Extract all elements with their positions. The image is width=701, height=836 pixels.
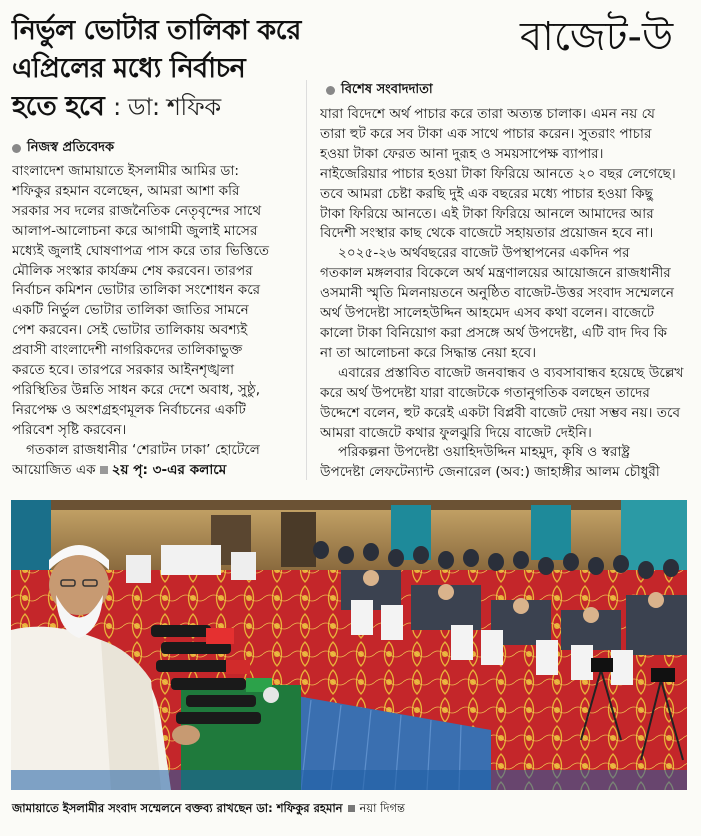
body-line: তবে আমরা চেষ্টা করছি দুই এক বছরের মধ্যে পাচার হওয়া কিছু [320,185,653,202]
right-headline: বাজেট-উ [520,14,674,60]
body-line: ২০২৫-২৬ অর্থবছরের বাজেট উপস্থাপনের একদিন পর [338,245,630,262]
column-divider [306,80,307,480]
headline-last: হতে হবে [12,91,105,122]
body-line: মৌলিক সংস্কার কার্যক্রম শেষ করবেন। তারপর [12,262,253,279]
body-line: প্রবাসী বাংলাদেশী নাগরিকদের তালিকাভুক্ত [12,342,243,359]
square-icon [348,805,355,812]
right-byline [326,80,433,101]
photo-credit: নয়া দিগন্ত [359,801,405,815]
body-line: এবারের প্রস্তাবিত বাজেট জনবান্ধব ও ব্যবসাবান্ধব হয়েছে উল্লেখ [338,364,684,381]
body-line: করতে হবে। তারপরে সরকার আইনশৃঙ্খলা [12,362,235,379]
left-byline-text: নিজস্ব প্রতিবেদক [27,140,115,155]
body-line: ওসমানী স্মৃতি মিলনায়তনে অনুষ্ঠিত বাজেট-উত্তর সংবাদ সম্মেলনে [320,285,675,302]
body-line: নিরপেক্ষ ও অংশগ্রহণমূলক নির্বাচনের একটি [12,401,246,418]
square-icon [100,466,108,474]
body-line: অর্থ উপদেষ্টা সালেহউদ্দিন আহমেদ এসব কথা বলেন। বাজেটে [320,305,655,322]
body-line: নাইজেরিয়ার পাচার হওয়া টাকা ফিরিয়ে আনতে ২০ বছর লেগেছে। [320,165,676,182]
headline-line: নির্ভুল ভোটার তালিকা করে [12,15,301,46]
body-line: তারা হুট করে সব টাকা এক সাথে পাচার করেন। সুতরাং পাচার [320,125,652,142]
body-line: উপদেষ্টা লেফটেন্যান্ট জেনারেল (অব:) জাহাঙ্গীর আলম চৌধুরী [320,464,660,481]
body-line: পেশ করবেন। সেই ভোটার তালিকায় অবশ্যই [12,322,248,339]
bullet-icon [326,86,335,95]
headline-line: এপ্রিলের মধ্যে নির্বাচন [12,53,246,84]
body-line: গতকাল রাজধানীর ‘শেরাটন ঢাকা’ হোটেলে [26,441,260,458]
headline-line-last [12,88,302,126]
body-line: নির্বাচন কমিশন ভোটার তালিকা সংশোধন করে [12,282,261,299]
bullet-icon [12,144,21,153]
photo-illustration [11,500,687,790]
body-line: করে অর্থ উপদেষ্টা যারা বাজেটকে গতানুগতিক বলছেন তাদের [320,384,650,401]
body-line: পরিকল্পনা উপদেষ্টা ওয়াহিদউদ্দিন মাহমুদ, কৃষি ও স্বরাষ্ট্র [338,444,630,461]
right-byline-text: বিশেষ সংবাদদাতা [341,82,433,97]
photo-caption [12,800,405,819]
continuation-prefix: আয়োজিত এক [12,461,96,478]
body-line: পরিবেশ সৃষ্টি করবেন। [12,421,127,438]
continuation-ref[interactable]: ২য় পৃ: ৩-এর কলামে [111,461,227,478]
body-line: একটি নির্ভুল ভোটার তালিকা জাতির সামনে [12,302,249,319]
body-line: গতকাল মঙ্গলবার বিকেলে অর্থ মন্ত্রণালয়ের আয়োজনে রাজধানীর [320,265,671,282]
body-line: শফিকুর রহমান বলেছেন, আমরা আশা করি [12,182,240,199]
body-line: টাকা ফিরিয়ে আনতে। এই টাকা ফিরিয়ে আনলে আমাদের আর [320,205,654,222]
caption-text: জামায়াতে ইসলামীর সংবাদ সম্মেলনে বক্তব্য রাখছেন ডা: শফিকুর রহমান [12,801,343,815]
body-line: বাংলাদেশ জামায়াতে ইসলামীর আমির ডা: [12,163,239,179]
headline-speaker: : ডা: শফিক [113,93,221,121]
body-line: পরিস্থিতির উন্নতি সাধন করে দেশে অবাধ, সুষ্ঠু, [12,381,261,398]
body-line: সরকার সব দলের রাজনৈতিক নেতৃবৃন্দের সাথে [12,202,262,219]
press-conference-photo [11,500,687,790]
continuation-line [12,461,298,481]
body-line: আমরা বাজেটে কথার ফুলঝুরি দিয়ে বাজেট দেইনি। [320,424,592,441]
body-line: যারা বিদেশে অর্থ পাচার করে তারা অত্যন্ত চালাক। এমন নয় যে [320,106,655,122]
left-headline [12,12,302,126]
body-line: না তা আলোচনা করে সিদ্ধান্ত নেয়া হবে। [320,344,537,361]
body-line: বিদেশী সংস্থার কাছ থেকে বাজেটে সহায়তার প্রয়োজন হবে না। [320,225,654,242]
body-line: উদ্দেশে বলেন, হুট করেই একটা বিপ্লবী বাজেট দেয়া সম্ভব নয়। তবে [320,404,681,421]
left-body [12,162,298,481]
body-line: মধ্যেই জুলাই ঘোষণাপত্র পাস করে তার ভিত্তিতে [12,242,270,259]
left-byline [12,138,114,159]
body-line: আলাপ-আলোচনা করে আগামী জুলাই মাসের [12,222,258,239]
body-line: কালো টাকা বিনিয়োগ করা প্রসঙ্গে অর্থ উপদেষ্টা, এটি বাদ দিব কি [320,324,667,341]
body-line: হওয়া টাকা ফেরত আনা দুরূহ ও সময়সাপেক্ষ ব্যাপার। [320,145,604,162]
right-body [320,105,701,483]
